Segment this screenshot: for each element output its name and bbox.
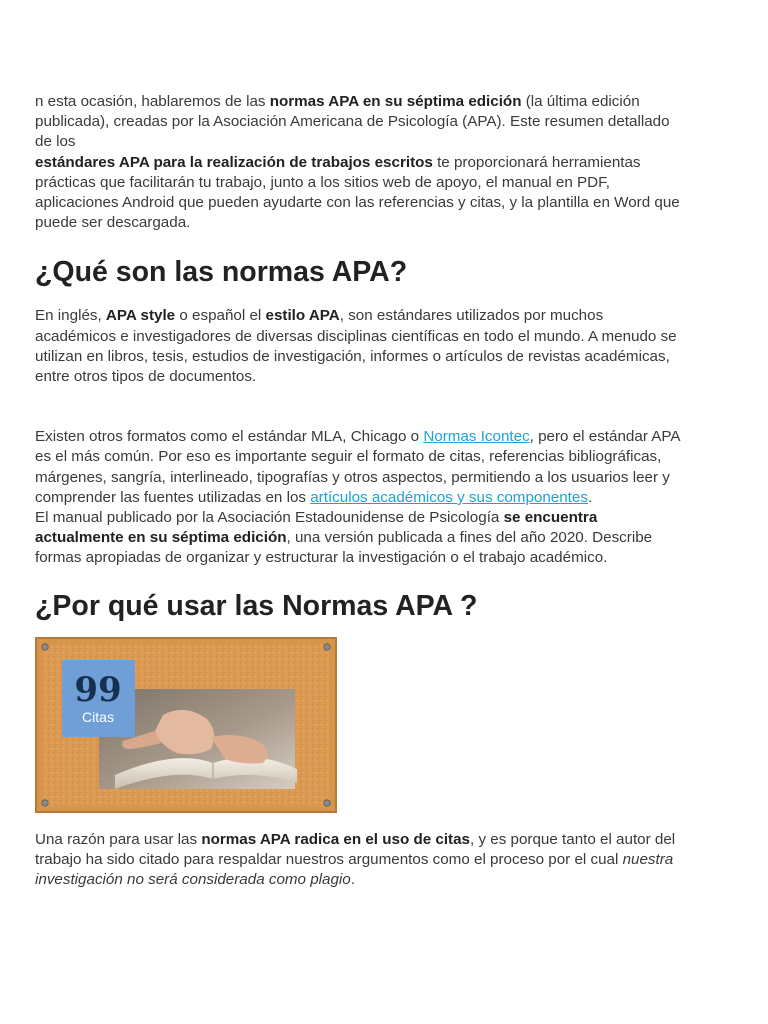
text-run: .: [587, 488, 593, 506]
article: [35, 92, 685, 890]
bold-run: se encuentra actualmente en su séptima edición: [35, 509, 598, 547]
bold-run: normas APA en su séptima edición: [269, 93, 522, 110]
bold-run: estilo APA: [265, 307, 340, 325]
pin-icon: [42, 643, 48, 649]
text-run: te proporcionará herramientas prácticas que facilitarán tu trabajo, junto a los sitios web de apoyo, el manual en PDF, aplicaciones Android que pueden ayudarte con las referencias y citas, y la plantilla en Word que puede ser descargada.: [35, 153, 680, 232]
bold-run: normas APA radica en el uso de citas: [201, 830, 470, 848]
quote-mark-icon: 99: [74, 669, 122, 710]
text-run: Una razón para usar las: [35, 830, 202, 848]
text-run: n esta ocasión, hablaremos de las: [35, 93, 270, 110]
paragraph-otros-formatos: [35, 427, 685, 568]
corkboard-illustration: [35, 637, 337, 813]
heading-que-son: ¿Qué son las normas APA?: [35, 256, 408, 289]
text-run: (la última edición publicada), creadas por la Asociación Americana de Psicología (APA). Este resumen detallado de los: [35, 93, 670, 151]
heading-por-que-usar: ¿Por qué usar las Normas APA ?: [35, 589, 478, 622]
bold-run: APA style: [105, 307, 176, 325]
paragraph-razon-citas: [35, 830, 685, 891]
text-run: o español el: [175, 307, 266, 325]
italic-run: nuestra investigación no será considerada como plagio: [35, 850, 674, 889]
bold-run: estándares APA para la realización de trabajos escritos: [35, 153, 433, 171]
link-normas-icontec[interactable]: Normas Icontec: [423, 428, 530, 446]
paragraph-apa-style: [35, 306, 685, 387]
pin-icon: [324, 799, 330, 805]
intro-paragraph: [35, 92, 685, 233]
text-run: El manual publicado por la Asociación Estadounidense de Psicología: [35, 509, 504, 527]
text-run: Existen otros formatos como el estándar MLA, Chicago o: [35, 428, 424, 446]
text-run: , una versión publicada a fines del año 2020. Describe formas apropiadas de organizar y estructurar la investigación o el trabajo académico.: [35, 529, 653, 567]
text-run: , y es porque tanto el autor del trabajo ha sido citado para respaldar nuestros argumentos como el proceso por el cual: [35, 830, 676, 868]
figure-label: Citas: [82, 708, 114, 725]
text-run: , pero el estándar APA es el más común. Por eso es importante seguir el formato de citas, referencias bibliográficas, márgenes, sangría, interlineado, tipografías y otros aspectos, permitiendo a los usuarios leer y comprender las fuentes utilizadas en los: [35, 428, 680, 506]
pin-icon: [42, 799, 48, 805]
text-run: .: [350, 871, 355, 889]
citas-corkboard-image: [35, 637, 337, 813]
text-run: , son estándares utilizados por muchos académicos e investigadores de diversas disciplinas científicas en todo el mundo. A menudo se utilizan en libros, tesis, estudios de investigación, informes o artículos de revistas académicas, entre otros tipos de documentos.: [35, 307, 677, 386]
pin-icon: [324, 643, 330, 649]
text-run: En inglés,: [35, 307, 106, 325]
link-articulos-academicos[interactable]: artículos académicos y sus componentes: [310, 488, 588, 506]
